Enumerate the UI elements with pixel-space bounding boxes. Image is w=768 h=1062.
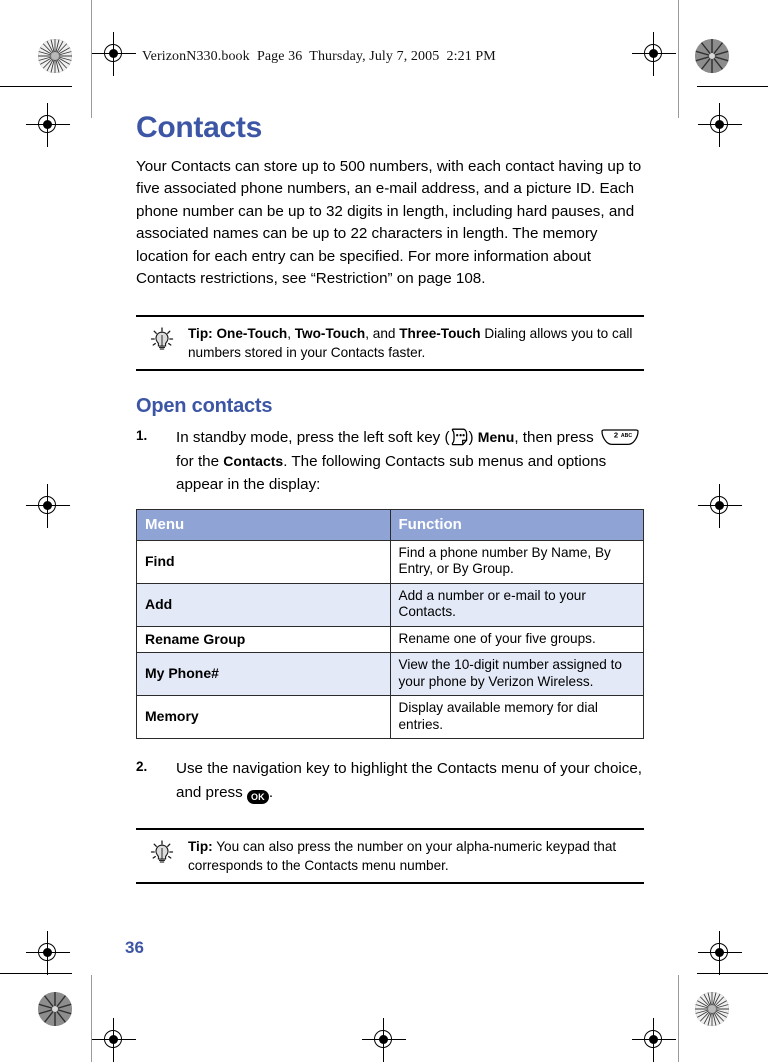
trim-line-left-lower — [91, 975, 92, 1062]
trim-line-bottom-left — [0, 973, 72, 974]
lightbulb-icon — [136, 324, 188, 353]
table-row — [137, 696, 644, 739]
page-title: Contacts — [136, 111, 262, 144]
step-one-body — [176, 426, 644, 497]
registration-mark-right-lower — [703, 489, 737, 523]
table-cell-menu: Find — [137, 540, 391, 583]
registration-burst-bottom-right — [695, 992, 729, 1026]
tip-one-bold-a: One-Touch — [216, 326, 288, 342]
lightbulb-icon — [136, 837, 188, 866]
tip-two-text — [188, 837, 644, 875]
tip-one-sep-a: , — [287, 326, 295, 342]
table-cell-menu: My Phone# — [137, 653, 391, 696]
tip-box-keypad — [136, 828, 644, 884]
table-cell-menu: Rename Group — [137, 626, 391, 653]
svg-text:2: 2 — [613, 430, 619, 440]
step-one-text-d: for the — [176, 452, 224, 470]
page-number: 36 — [125, 938, 144, 957]
table-cell-menu: Memory — [137, 696, 391, 739]
step-one-bold-menu: Menu — [477, 429, 515, 446]
table-cell-function: Find a phone number By Name, By Entry, or By Group. — [390, 540, 644, 583]
intro-paragraph: Your Contacts can store up to 500 numbers, with each contact having up to five associated phone numbers, an e-mail address, and a picture ID. Each phone number can be up to 32 digits in length, including hard pauses, and associated names can be up to 22 characters in length. The memory location for each entry can be specified. For more information about Contacts restrictions, see “Restriction” on page 108. — [136, 157, 642, 288]
registration-burst-top-left — [38, 39, 72, 73]
registration-mark-bottom-right — [637, 1023, 671, 1057]
registration-mark-top-left — [97, 37, 131, 71]
trim-line-top-left — [0, 86, 72, 87]
tip-one-bold-c: Three-Touch — [399, 326, 481, 342]
step-two-text-a: Use the navigation key to highlight the Contacts menu of your choice, and press — [176, 760, 643, 801]
print-header: VerizonN330.book Page 36 Thursday, July 7, 2005 2:21 PM — [142, 49, 496, 64]
registration-mark-left-upper — [31, 108, 65, 142]
tip-one-bold-b: Two-Touch — [294, 326, 366, 342]
table-cell-function: Rename one of your five groups. — [390, 626, 644, 653]
table-header-menu: Menu — [137, 509, 391, 540]
step-one-text-b: ) — [468, 429, 478, 447]
registration-mark-bottom-left-outer — [31, 936, 65, 970]
step-one-number: 1. — [136, 428, 148, 444]
table-row — [137, 540, 644, 583]
tip-one-label: Tip: — [188, 326, 213, 342]
section-heading-open-contacts: Open contacts — [136, 395, 273, 418]
table-cell-function: Display available memory for dial entries. — [390, 696, 644, 739]
registration-mark-bottom-left — [97, 1023, 131, 1057]
trim-line-right — [678, 0, 679, 118]
step-one-text-c: , then press — [514, 429, 598, 447]
trim-line-right-lower — [678, 975, 679, 1062]
tip-one-rest: Dialing allows you to call numbers stored in your Contacts faster. — [188, 326, 633, 361]
table-header-row — [137, 509, 644, 540]
step-one — [136, 426, 644, 497]
table-cell-menu: Add — [137, 583, 391, 626]
tip-two-rest: You can also press the number on your alpha-numeric keypad that corresponds to the Contacts menu number. — [188, 839, 617, 874]
step-two-body — [176, 757, 644, 804]
step-two — [136, 757, 644, 804]
table-cell-function: View the 10-digit number assigned to your phone by Verizon Wireless. — [390, 653, 644, 696]
registration-mark-right-upper — [703, 108, 737, 142]
tip-two-label: Tip: — [188, 839, 213, 855]
svg-text:ABC: ABC — [620, 433, 633, 440]
ok-key-icon: OK — [247, 790, 269, 804]
table-row — [137, 583, 644, 626]
step-one-bold-contacts: Contacts — [223, 452, 284, 469]
table-row — [137, 653, 644, 696]
registration-burst-bottom-left — [38, 992, 72, 1026]
tip-one-sep-b: , and — [365, 326, 400, 342]
soft-key-icon — [450, 428, 469, 446]
registration-burst-top-right — [695, 39, 729, 73]
number-key-2abc-icon — [598, 429, 642, 446]
table-header-function: Function — [390, 509, 644, 540]
contacts-menu-table — [136, 509, 644, 740]
tip-one-text — [188, 324, 644, 362]
page-content — [136, 112, 644, 884]
trim-line-bottom-right — [697, 973, 768, 974]
tip-box-one-touch — [136, 315, 644, 371]
step-one-text-a: In standby mode, press the left soft key ( — [176, 429, 450, 447]
table-row — [137, 626, 644, 653]
registration-mark-left-lower — [31, 489, 65, 523]
step-one-text-e: . The following Contacts sub menus and options appear in the display: — [176, 452, 607, 494]
trim-line-top-right — [697, 86, 768, 87]
table-cell-function: Add a number or e-mail to your Contacts. — [390, 583, 644, 626]
step-two-number: 2. — [136, 759, 148, 775]
registration-mark-bottom-right-outer — [703, 936, 737, 970]
trim-line-left — [91, 0, 92, 118]
registration-mark-top-right — [637, 37, 671, 71]
step-two-text-b: . — [268, 783, 274, 801]
registration-mark-bottom-center — [367, 1023, 401, 1057]
